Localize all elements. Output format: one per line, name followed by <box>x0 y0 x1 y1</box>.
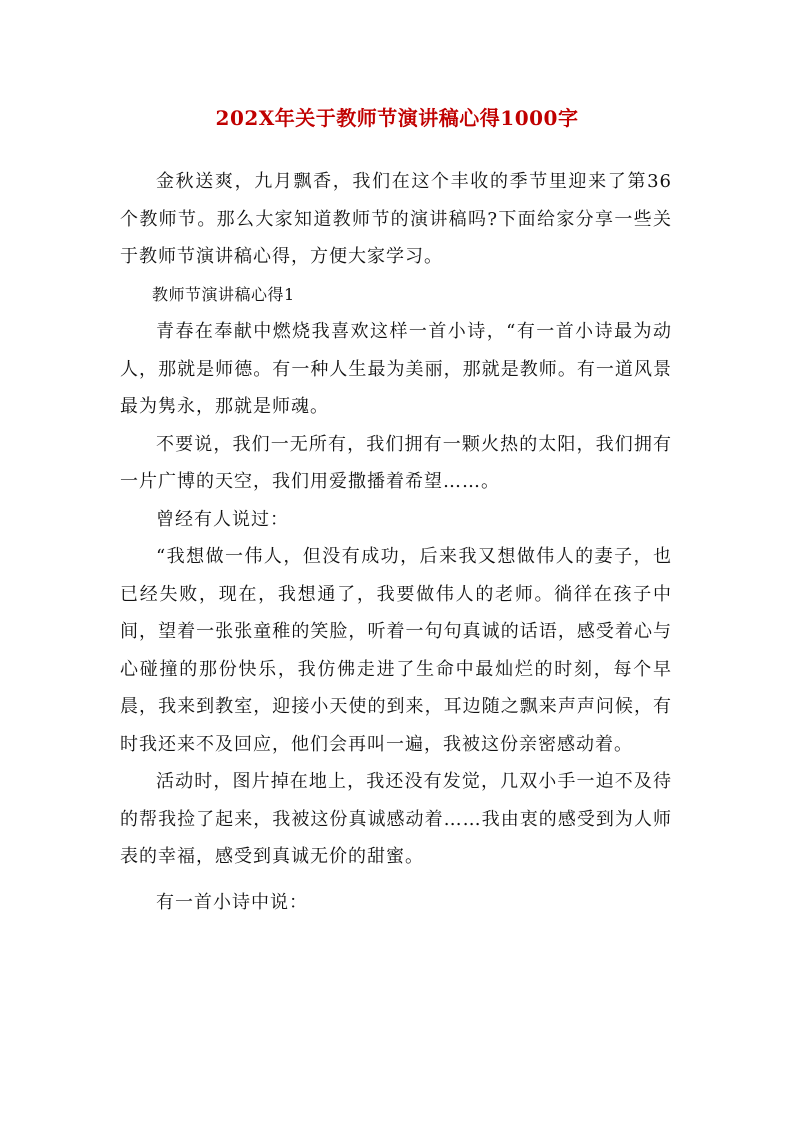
body-paragraph: 不要说，我们一无所有，我们拥有一颗火热的太阳，我们拥有一片广博的天空，我们用爱撒播着希望……。 <box>120 433 672 492</box>
body-paragraph: 有一首小诗中说： <box>156 891 308 913</box>
intro-paragraph: 金秋送爽，九月飘香，我们在这个丰收的季节里迎来了第36个教师节。那么大家知道教师节的演讲稿吗?下面给家分享一些关于教师节演讲稿心得，方便大家学习。 <box>120 171 672 267</box>
quote-paragraph: “我想做一伟人，但没有成功，后来我又想做伟人的妻子，也已经失败，现在，我想通了，我要做伟人的老师。徜徉在孩子中间，望着一张张童稚的笑脸，听着一句句真诚的话语，感受着心与心碰撞的那份快乐，我仿佛走进了生命中最灿烂的时刻，每个早晨，我来到教室，迎接小天使的到来，耳边随之飘来声声问候，有时我还来不及回应，他们会再叫一遍，我被这份亲密感动着。 <box>120 546 672 755</box>
document-title: 202X年关于教师节演讲稿心得1000字 <box>215 106 579 130</box>
body-paragraph: 青春在奉献中燃烧我喜欢这样一首小诗，“有一首小诗最为动人，那就是师德。有一种人生最为美丽，那就是教师。有一道风景最为隽永，那就是师魂。 <box>120 321 672 417</box>
document-body <box>120 163 672 921</box>
body-paragraph: 曾经有人说过： <box>156 508 289 530</box>
section-heading: 教师节演讲稿心得1 <box>152 284 295 304</box>
body-paragraph: 活动时，图片掉在地上，我还没有发觉，几双小手一迫不及待的帮我捡了起来，我被这份真诚感动着……我由衷的感受到为人师表的幸福，感受到真诚无价的甜蜜。 <box>120 771 672 867</box>
